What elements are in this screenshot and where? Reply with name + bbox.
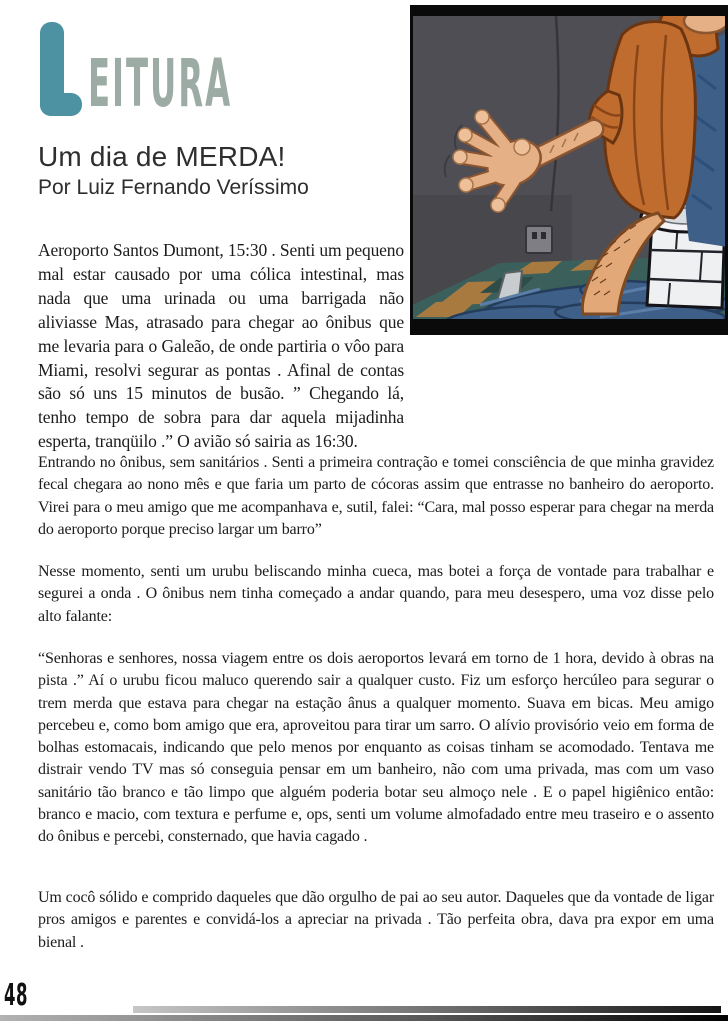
logo-letter-l bbox=[40, 22, 82, 116]
page-title: Um dia de MERDA! bbox=[38, 141, 286, 172]
wall-outlet bbox=[526, 226, 552, 253]
footer-bar-lower bbox=[0, 1015, 728, 1021]
toilet-cartoon-illustration bbox=[410, 5, 728, 335]
author-byline: Por Luiz Fernando Veríssimo bbox=[38, 176, 309, 199]
leitura-logo bbox=[34, 22, 264, 118]
logo-rest-text: EITURA bbox=[88, 46, 233, 118]
footer-bar-upper bbox=[133, 1006, 721, 1013]
article-paragraph-2: Entrando no ônibus, sem sanitários . Senti a primeira contração e tomei consciência de que minha gravidez fecal chegara ao nono mês e que faria um parto de cócoras assim que entrasse no banheiro do aeroporto. Virei para o meu amigo que me acompanhava e, sutil, falei: “Cara, mal posso esperar para chegar na merda do aeroporto porque preciso largar um barro” bbox=[38, 454, 714, 538]
article-paragraph-5: Um cocô sólido e comprido daqueles que dão orgulho de pai ao seu autor. Daqueles que da vontade de ligar pros amigos e parentes e convidá-los a apreciar na privada . Tão perfeita obra, dava pra expor em uma bienal . bbox=[38, 889, 714, 951]
article-paragraph-4: “Senhoras e senhores, nossa viagem entre os dois aeroportos levará em torno de 1 hora, devido à obras na pista .” Aí o urubu ficou maluco querendo sair a qualquer custo. Fiz um esforço hercúleo para segurar o trem merda que estava para chegar na estação ânus a qualquer momento. Suava em bicas. Meu amigo percebeu e, como bom amigo que era, aproveitou para tirar um sarro. O alívio provisório veio em forma de bolhas estomacais, indicando que pelo menos por enquanto as coisas tinham se acomodado. Tentava me distrair vendo TV mas só conseguia pensar em um banheiro, não com uma privada, mas com um vaso sanitário tão branco e tão limpo que alguém poderia botar seu almoço nele . E o papel higiênico então: branco e macio, com textura e perfume e, ops, senti um volume almofadado entre meu traseiro e o assento do ônibus e percebi, consternado, que havia cagado . bbox=[38, 650, 714, 846]
article-paragraph-1: Aeroporto Santos Dumont, 15:30 . Senti um pequeno mal estar causado por uma cólica intestinal, mas nada que uma urinada ou uma barrigada não aliviasse Mas, atrasado para chegar ao ônibus que me levaria para o Galeão, de onde partiria o vôo para Miami, resolvi segurar as pontas . Afinal de contas são só uns 15 minutos de busão. ” Chegando lá, tenho tempo de sobra para dar aquela mijadinha esperta, tranqüilo .” O avião só sairia as 16:30. bbox=[38, 240, 404, 452]
leitura-logo-graphic bbox=[34, 22, 264, 118]
page-number: 48 bbox=[4, 978, 29, 1013]
article-paragraph-3: Nesse momento, senti um urubu beliscando minha cueca, mas botei a força de vontade para trabalhar e segurei a onda . O ônibus nem tinha começado a andar quando, para meu desespero, uma voz disse pelo alto falante: bbox=[38, 563, 714, 625]
